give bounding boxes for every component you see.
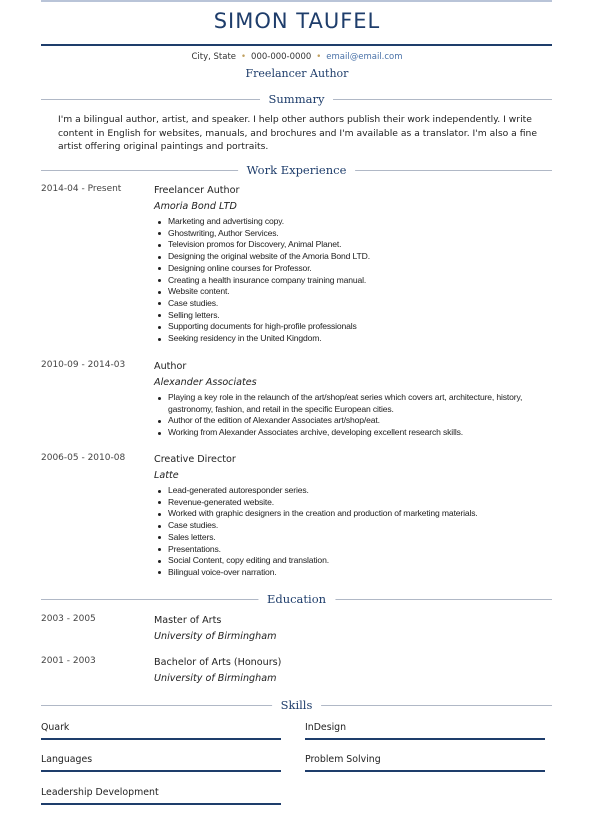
education-degree: Master of Arts [154, 615, 222, 626]
experience-bullets [154, 485, 552, 579]
bullet-item: Case studies. [168, 298, 552, 310]
section-education-title: Education [258, 592, 335, 606]
skill-item [41, 787, 281, 798]
skill-bar [41, 803, 281, 805]
section-summary-title: Summary [260, 92, 334, 106]
skill-bar [41, 738, 281, 740]
education-body [154, 614, 552, 644]
email-link[interactable]: email@email.com [326, 52, 403, 62]
bullet-item: Presentations. [168, 544, 552, 556]
bullet-item: Creating a health insurance company training manual. [168, 275, 552, 287]
skill-item [305, 754, 545, 765]
experience-org: Amoria Bond LTD [154, 201, 237, 212]
bullet-item: Case studies. [168, 520, 552, 532]
contact-line [0, 52, 594, 62]
bullet-item: Ghostwriting, Author Services. [168, 228, 552, 240]
bullet-item: Website content. [168, 286, 552, 298]
education-dates: 2001 - 2003 [41, 656, 96, 666]
skill-name: InDesign [305, 722, 347, 733]
bullet-item: Lead-generated autoresponder series. [168, 485, 552, 497]
skill-bar [305, 738, 545, 740]
section-summary-header [41, 92, 552, 106]
experience-title: Freelancer Author [154, 185, 240, 196]
skill-item [305, 722, 545, 733]
summary-text: I'm a bilingual author, artist, and speaker. I help other authors publish their work independently. I write content in English for websites, manuals, and brochures and I'm available as a translator. I'm also a fine artist offering original paintings and portraits. [58, 114, 537, 152]
bullet-item: Social Content, copy editing and translation. [168, 555, 552, 567]
bullet-item: Author of the edition of Alexander Associates art/shop/eat. [168, 415, 552, 427]
section-experience-header [41, 163, 552, 177]
separator-dot: • [316, 52, 322, 62]
experience-body [154, 184, 552, 345]
name-underline [41, 44, 552, 46]
experience-body [154, 360, 552, 439]
experience-title: Creative Director [154, 454, 236, 465]
experience-org: Latte [154, 470, 179, 481]
top-rule [41, 0, 552, 2]
bullet-item: Marketing and advertising copy. [168, 216, 552, 228]
education-body [154, 656, 552, 686]
skill-item [41, 754, 281, 765]
phone: 000-000-0000 [251, 52, 312, 62]
bullet-item: Supporting documents for high-profile professionals [168, 321, 552, 333]
bullet-item: Seeking residency in the United Kingdom. [168, 333, 552, 345]
bullet-item: Playing a key role in the relaunch of the art/shop/eat series which covers art, architecture, history, gastronomy, fashion, and retail in the specific European cities. [168, 392, 552, 415]
location: City, State [191, 52, 237, 62]
skill-bar [305, 770, 545, 772]
skill-name: Problem Solving [305, 754, 381, 765]
skill-name: Leadership Development [41, 787, 159, 798]
separator-dot: • [241, 52, 247, 62]
bullet-item: Worked with graphic designers in the creation and production of marketing materials. [168, 508, 552, 520]
experience-dates: 2006-05 - 2010-08 [41, 453, 126, 463]
education-degree: Bachelor of Arts (Honours) [154, 657, 282, 668]
education-dates: 2003 - 2005 [41, 614, 96, 624]
bullet-item: Designing online courses for Professor. [168, 263, 552, 275]
bullet-item: Designing the original website of the Amoria Bond LTD. [168, 251, 552, 263]
bullet-item: Television promos for Discovery, Animal Planet. [168, 239, 552, 251]
candidate-name: SIMON TAUFEL [213, 9, 381, 33]
education-school: University of Birmingham [154, 631, 277, 642]
education-school: University of Birmingham [154, 673, 277, 684]
bullet-item: Sales letters. [168, 532, 552, 544]
job-title: Freelancer Author [245, 67, 349, 80]
bullet-item: Selling letters. [168, 310, 552, 322]
experience-bullets [154, 392, 552, 439]
experience-dates: 2010-09 - 2014-03 [41, 360, 126, 370]
bullet-item: Revenue-generated website. [168, 497, 552, 509]
skill-name: Languages [41, 754, 93, 765]
skill-name: Quark [41, 722, 70, 733]
experience-body [154, 453, 552, 579]
section-skills-title: Skills [272, 698, 322, 712]
bullet-item: Bilingual voice-over narration. [168, 567, 552, 579]
experience-dates: 2014-04 - Present [41, 184, 122, 194]
experience-bullets [154, 216, 552, 345]
bullet-item: Working from Alexander Associates archive, developing excellent research skills. [168, 427, 552, 439]
section-skills-header [41, 698, 552, 712]
section-experience-title: Work Experience [238, 163, 356, 177]
experience-org: Alexander Associates [154, 377, 257, 388]
experience-title: Author [154, 361, 187, 372]
section-education-header [41, 592, 552, 606]
skill-item [41, 722, 281, 733]
skill-bar [41, 770, 281, 772]
